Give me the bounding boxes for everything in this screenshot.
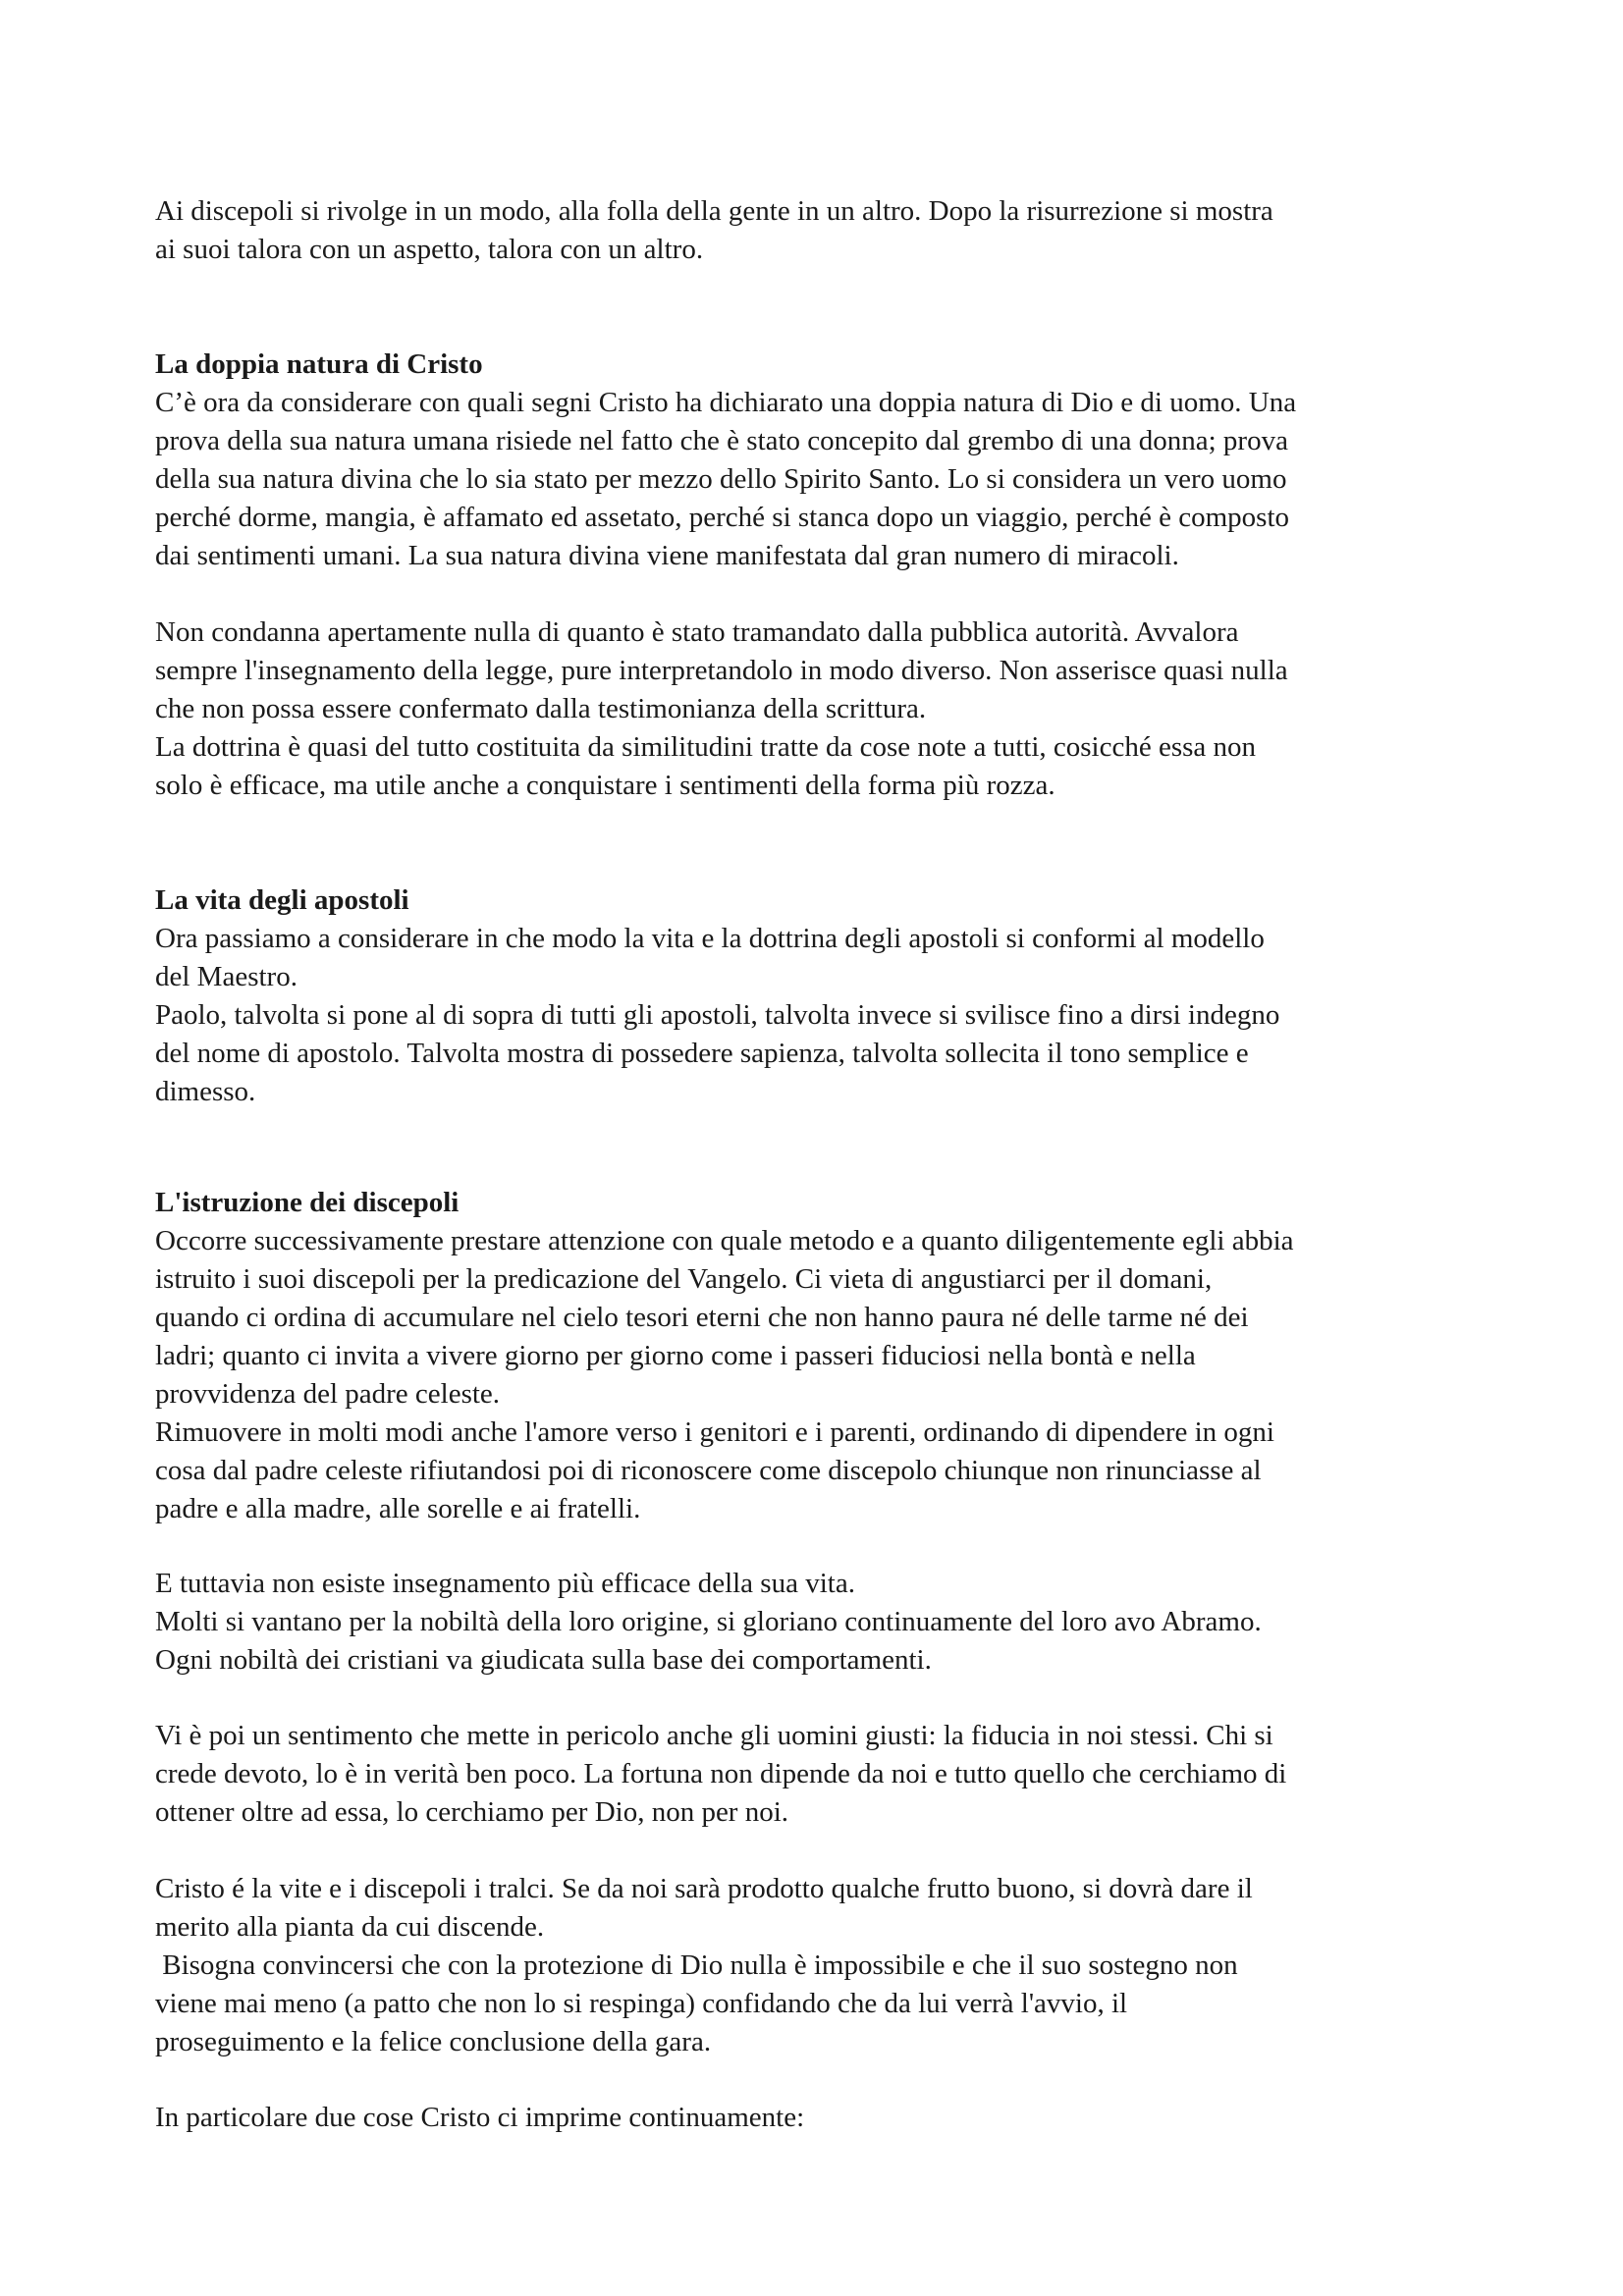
paragraph-conclusione (155, 2099, 1490, 2137)
text-line: dai sentimenti umani. La sua natura divina viene manifestata dal gran numero di miracoli. (155, 540, 1179, 571)
text-line: viene mai meno (a patto che non lo si respinga) confidando che da lui verrà l'avvio, il (155, 1988, 1128, 2019)
text-line: della sua natura divina che lo sia stato per mezzo dello Spirito Santo. Lo si considera un vero uomo (155, 463, 1287, 495)
text-line: sempre l'insegnamento della legge, pure interpretandolo in modo diverso. Non asserisce quasi nulla (155, 655, 1288, 686)
paragraph-insegnamento (155, 1565, 1490, 1680)
text-line: ladri; quanto ci invita a vivere giorno per giorno come i passeri fiduciosi nella bontà e nella (155, 1340, 1196, 1371)
section-istruzione-discepoli (155, 1184, 1490, 1528)
section-vita-apostoli (155, 881, 1490, 1111)
text-line: provvidenza del padre celeste. (155, 1378, 501, 1410)
paragraph-dottrina (155, 614, 1490, 805)
text-line: padre e alla madre, alle sorelle e ai fratelli. (155, 1493, 641, 1524)
text-line: quando ci ordina di accumulare nel cielo tesori eterni che non hanno paura né delle tarme né dei (155, 1302, 1249, 1333)
text-line: E tuttavia non esiste insegnamento più efficace della sua vita. (155, 1568, 855, 1599)
text-line: che non possa essere confermato dalla testimonianza della scrittura. (155, 693, 927, 724)
intro-paragraph (155, 192, 1490, 269)
text-line: del Maestro. (155, 961, 298, 992)
text-line: prova della sua natura umana risiede nel fatto che è stato concepito dal grembo di una donna; prova (155, 425, 1288, 456)
section-heading: La vita degli apostoli (155, 884, 409, 916)
text-line: cosa dal padre celeste rifiutandosi poi di riconoscere come discepolo chiunque non rinunciasse al (155, 1455, 1262, 1486)
text-line: Ogni nobiltà dei cristiani va giudicata sulla base dei comportamenti. (155, 1644, 932, 1676)
text-line: Molti si vantano per la nobiltà della loro origine, si gloriano continuamente del loro avo Abramo. (155, 1606, 1262, 1637)
section-doppia-natura (155, 346, 1490, 575)
text-line: Cristo é la vite e i discepoli i tralci. Se da noi sarà prodotto qualche frutto buono, si dovrà dare il (155, 1873, 1253, 1904)
text-line: Paolo, talvolta si pone al di sopra di tutti gli apostoli, talvolta invece si svilisce fino a dirsi indegno (155, 999, 1280, 1031)
text-line: Rimuovere in molti modi anche l'amore verso i genitori e i parenti, ordinando di dipendere in ogni (155, 1416, 1274, 1448)
paragraph-fiducia (155, 1717, 1490, 1832)
text-line: merito alla pianta da cui discende. (155, 1911, 545, 1943)
text-line: La dottrina è quasi del tutto costituita da similitudini tratte da cose note a tutti, cosicché essa non (155, 731, 1257, 763)
paragraph-vite-tralci (155, 1870, 1490, 2061)
text-line: Ai discepoli si rivolge in un modo, alla folla della gente in un altro. Dopo la risurrezione si mostra (155, 195, 1273, 227)
text-line: solo è efficace, ma utile anche a conquistare i sentimenti della forma più rozza. (155, 770, 1055, 801)
section-heading: L'istruzione dei discepoli (155, 1187, 460, 1218)
text-line: Non condanna apertamente nulla di quanto è stato tramandato dalla pubblica autorità. Avvalora (155, 616, 1239, 648)
text-line: crede devoto, lo è in verità ben poco. La fortuna non dipende da noi e tutto quello che cerchiamo di (155, 1758, 1287, 1789)
text-line: dimesso. (155, 1076, 256, 1107)
text-line: istruito i suoi discepoli per la predicazione del Vangelo. Ci vieta di angustiarci per il domani, (155, 1263, 1213, 1295)
text-line: Occorre successivamente prestare attenzione con quale metodo e a quanto diligentemente egli abbia (155, 1225, 1294, 1256)
text-line: ai suoi talora con un aspetto, talora con un altro. (155, 234, 704, 265)
text-line: C’è ora da considerare con quali segni Cristo ha dichiarato una doppia natura di Dio e di uomo. Una (155, 387, 1297, 418)
text-line: Ora passiamo a considerare in che modo la vita e la dottrina degli apostoli si conformi al modello (155, 923, 1265, 954)
text-line: Bisogna convincersi che con la protezione di Dio nulla è impossibile e che il suo sostegno non (155, 1949, 1238, 1981)
text-line: ottener oltre ad essa, lo cerchiamo per Dio, non per noi. (155, 1796, 789, 1828)
text-line: In particolare due cose Cristo ci imprime continuamente: (155, 2102, 805, 2133)
text-line: proseguimento e la felice conclusione della gara. (155, 2026, 712, 2057)
text-line: perché dorme, mangia, è affamato ed assetato, perché si stanca dopo un viaggio, perché è composto (155, 502, 1290, 533)
text-line: Vi è poi un sentimento che mette in pericolo anche gli uomini giusti: la fiducia in noi stessi. Chi si (155, 1720, 1273, 1751)
section-heading: La doppia natura di Cristo (155, 348, 483, 380)
text-line: del nome di apostolo. Talvolta mostra di possedere sapienza, talvolta sollecita il tono semplice e (155, 1038, 1249, 1069)
